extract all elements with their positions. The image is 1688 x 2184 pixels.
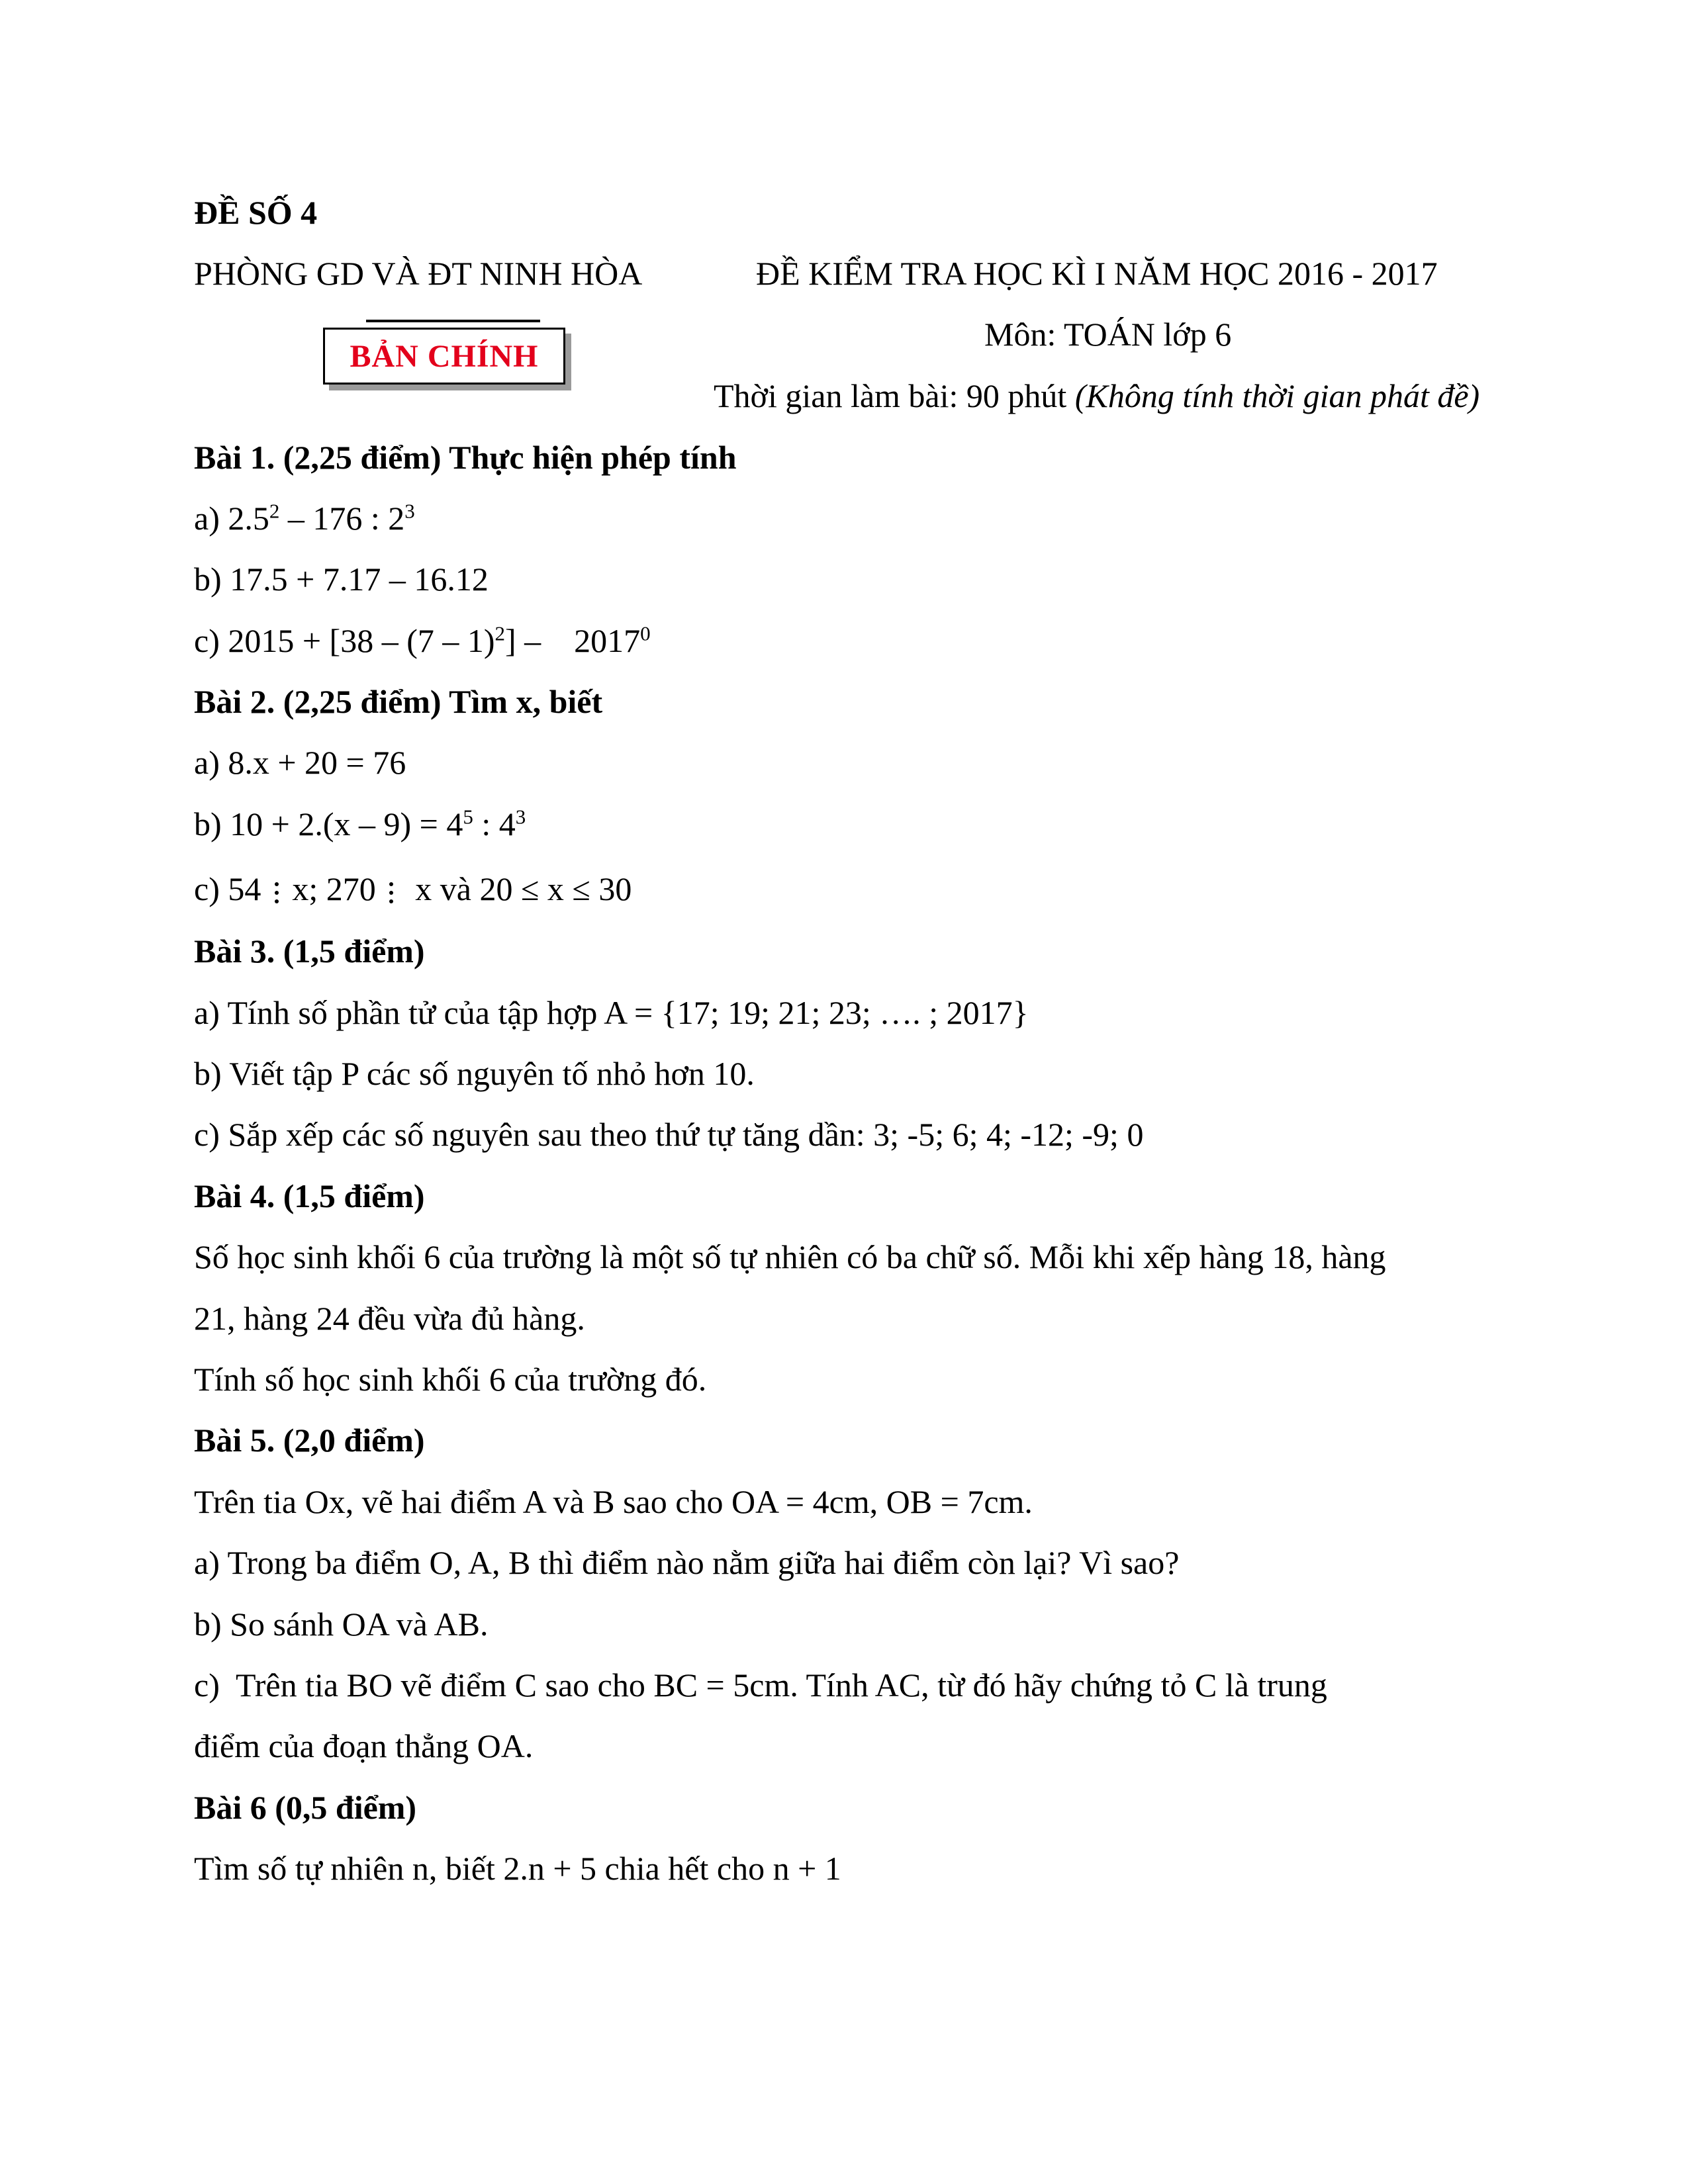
time-label: Thời gian làm bài: 90 phút <box>714 377 1067 414</box>
problem-1-title: Bài 1. (2,25 điểm) Thực hiện phép tính <box>194 439 737 476</box>
problem-2-title: Bài 2. (2,25 điểm) Tìm x, biết <box>194 683 603 720</box>
original-copy-stamp <box>323 328 565 385</box>
department-underline <box>366 320 540 322</box>
time-note: (Không tính thời gian phát đề) <box>1074 377 1480 414</box>
problem-2b: b) $10 + 2.(x - 9) = 4^5$ : $4^3$ <box>194 805 526 842</box>
problem-6-title: Bài 6 (0,5 điểm) <box>194 1789 417 1826</box>
problem-4-line3: Tính số học sinh khối 6 của trường đó. <box>194 1361 707 1398</box>
time-line <box>714 376 1479 416</box>
exam-number: ĐỀ SỐ 4 <box>194 194 318 231</box>
divisible-icon <box>269 880 284 906</box>
problem-3a: a) Tính số phần tử của tập hợp A = {17; 19; 21; 23; …. ; 2017} <box>194 994 1029 1031</box>
stamp-label: BẢN CHÍNH <box>350 338 539 374</box>
problem-3-title: Bài 3. (1,5 điểm) <box>194 933 425 970</box>
problem-5-intro: Trên tia Ox, vẽ hai điểm A và B sao cho OA = 4cm, OB = 7cm. <box>194 1483 1033 1520</box>
problem-1b: b) 17.5 + 7.17 – 16.12 <box>194 561 489 598</box>
problem-5c-line1: c) Trên tia BO vẽ điểm C sao cho BC = 5cm. Tính AC, từ đó hãy chứng tỏ C là trung <box>194 1666 1327 1704</box>
problem-6-text: Tìm số tự nhiên n, biết 2.n + 5 chia hết cho n + 1 <box>194 1850 841 1887</box>
problem-3b: b) Viết tập P các số nguyên tố nhỏ hơn 10. <box>194 1055 755 1092</box>
problem-5a: a) Trong ba điểm O, A, B thì điểm nào nằm giữa hai điểm còn lại? Vì sao? <box>194 1544 1180 1581</box>
problem-1a: a) $2.5^2 - 176$ : $2^3$ <box>194 499 415 537</box>
problem-4-line1: Số học sinh khối 6 của trường là một số tự nhiên có ba chữ số. Mỗi khi xếp hàng 18, hàng <box>194 1238 1386 1275</box>
problem-2a: a) 8.x + 20 = 76 <box>194 744 406 781</box>
problem-5b: b) So sánh OA và AB. <box>194 1606 489 1643</box>
problem-5-title: Bài 5. (2,0 điểm) <box>194 1422 425 1459</box>
problem-5c-line2: điểm của đoạn thẳng OA. <box>194 1727 534 1764</box>
exam-title: ĐỀ KIỂM TRA HỌC KÌ I NĂM HỌC 2016 - 2017 <box>756 255 1438 292</box>
divisible-icon <box>384 880 399 906</box>
department-name: PHÒNG GD VÀ ĐT NINH HÒA <box>194 255 643 292</box>
problem-3c: c) Sắp xếp các số nguyên sau theo thứ tự tăng dần: 3; -5; 6; 4; -12; -9; 0 <box>194 1116 1144 1153</box>
problem-1c: c) 2015 + [38 – (7 – 1)$^2$] – 2017$^0$ <box>194 621 651 659</box>
problem-4-line2: 21, hàng 24 đều vừa đủ hàng. <box>194 1300 585 1337</box>
subject-line: Môn: TOÁN lớp 6 <box>984 316 1232 353</box>
problem-2c: c) 54 x; 270 x và 20 ≤ x ≤ 30 <box>194 870 632 907</box>
problem-4-title: Bài 4. (1,5 điểm) <box>194 1177 425 1214</box>
